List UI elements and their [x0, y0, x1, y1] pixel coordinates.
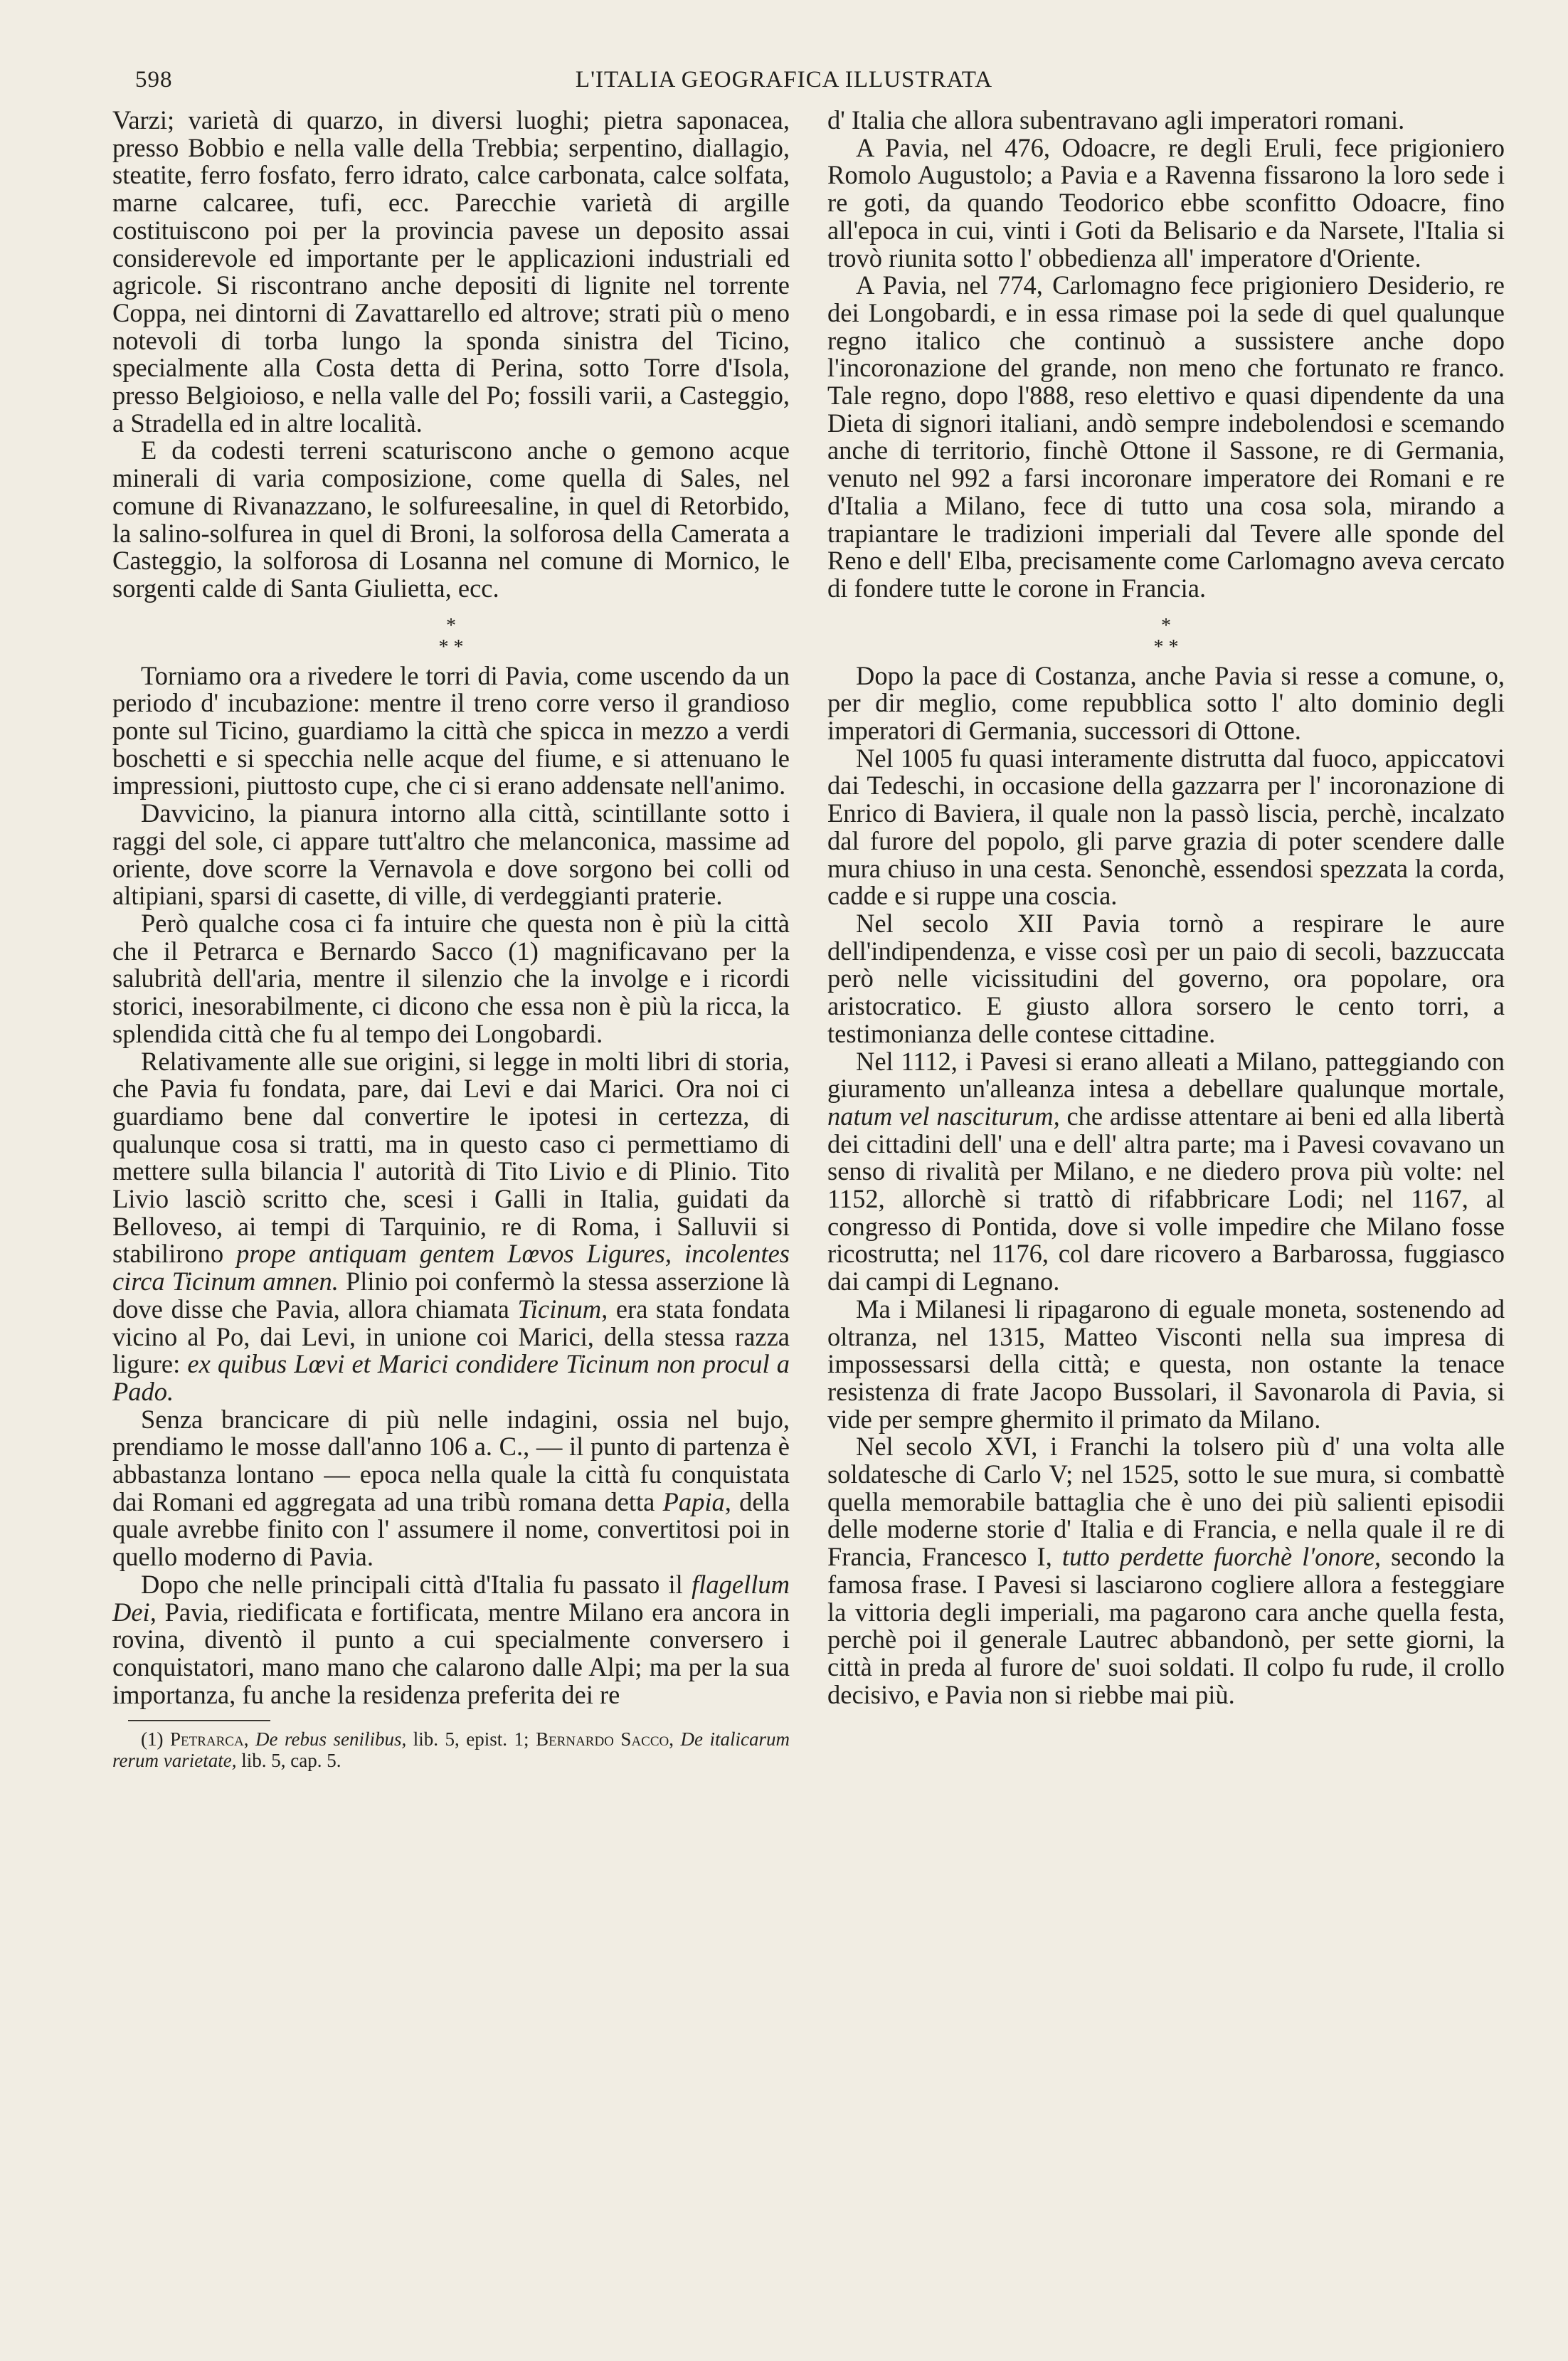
asterism-bottom: * *: [1153, 635, 1179, 658]
text-run: Nel secolo XVI, i Franchi la tolsero più d' una volta alle soldatesche di Carlo V; nel 1525, sotto le sue mura, si combattè quella memorabile battaglia che è uno dei più salienti episodii delle moderne storie d' Italia e di Francia, e nella quale il re di Francia, Francesco I,: [827, 1432, 1505, 1572]
paragraph: Dopo la pace di Costanza, anche Pavia si resse a comune, o, per dir meglio, come repubblica sotto l' alto dominio degli imperatori di Germania, successori di Ottone.: [827, 660, 1505, 746]
latin-term: Ticinum,: [517, 1294, 608, 1324]
paragraph: A Pavia, nel 476, Odoacre, re degli Eruli, fece prigioniero Romolo Augustolo; a Pavia e a Ravenna fissarono la loro sede i re goti, da quando Teodorico ebbe sconfitto Odoacre, fino all'epoca in cui, vinti i Goti da Belisario e da Narsete, l'Italia si trovò riunita sotto l' obbedienza all' imperatore d'Oriente.: [827, 132, 1505, 273]
left-column: [112, 107, 790, 1771]
paragraph: Nel 1005 fu quasi interamente distrutta dal fuoco, appiccatovi dai Tedeschi, in occasione della gazzarra per l' incoronazione di Enrico di Baviera, il quale non la passò liscia, perchè, incalzato dal furore del popolo, gli parve grazia di poter scendere dalle mura chiuso in una cesta. Senonchè, essendosi spezzata la corda, cadde e si ruppe una coscia.: [827, 743, 1505, 911]
text-run: Dopo che nelle principali città d'Italia fu passato il: [141, 1569, 683, 1599]
latin-term: flagellum Dei,: [112, 1569, 790, 1627]
text-run: era stata fondata vicino al Po, dai Levi, in unione coi Marici, della stessa razza ligure:: [112, 1294, 790, 1379]
paragraph: d' Italia che allora subentravano agli imperatori romani.: [827, 105, 1405, 134]
paragraph: [112, 1406, 790, 1571]
latin-term: Papia,: [662, 1486, 731, 1516]
asterism-bottom: * *: [438, 635, 464, 658]
latin-quote: ex quibus Lœvi et Marici condidere Ticinum non procul a Pado.: [112, 1349, 790, 1406]
footnote-author: Bernardo Sacco,: [536, 1728, 674, 1750]
right-column: [827, 107, 1505, 1708]
latin-quote: natum vel nasciturum,: [827, 1101, 1060, 1131]
paragraph: [827, 1433, 1505, 1708]
section-separator: [112, 616, 790, 658]
page-number: 598: [135, 67, 173, 93]
text-run: Senza brancicare di più nelle indagini, ossia nel bujo, prendiamo le mosse dall'anno 106 a. C., — il punto di partenza è abbastanza lontano — epoca nella quale la città fu conquistata dai Romani ed aggregata ad una tribù romana detta: [112, 1404, 790, 1516]
famous-quote: tutto perdette fuorchè l'onore,: [1061, 1542, 1382, 1572]
page-header: [125, 63, 1443, 98]
asterism-top: *: [1161, 614, 1171, 637]
text-run: della quale avrebbe finito con l' assumere il nome, convertitosi poi in quello moderno di Pavia.: [112, 1486, 790, 1572]
asterism-top: *: [446, 614, 456, 637]
text-run: Pavia, riedificata e fortificata, mentre Milano era ancora in rovina, diventò il punto a cui specialmente conversero i conquistatori, mano mano che calarono dalle Alpi; ma per la sua importanza, fu anche la residenza preferita dei re: [112, 1597, 790, 1709]
latin-quote: prope antiquam gentem Lœvos Ligures, incolentes circa Ticinum amnen.: [112, 1239, 790, 1296]
paragraph: [112, 1048, 790, 1406]
text-run: che ardisse attentare ai beni ed alla libertà dei cittadini dell' una e dell' altra parte; ma i Pavesi covavano un senso di rivalità per Milano, e ne diedero prova più volte: nel 1152, allorchè si trattò di rifabbricare Lodi; nel 1167, al congresso di Pontida, dove si volle impedire che Milano fosse ricostrutta; nel 1176, col dare ricovero a Barbarossa, fuggiasco dai campi di Legnano.: [827, 1101, 1505, 1296]
text-run: Nel 1112, i Pavesi si erano alleati a Milano, patteggiando con giuramento un'alleanza intesa a debellare qualunque mortale,: [827, 1046, 1505, 1104]
text-run: secondo la famosa frase. I Pavesi si lasciarono cogliere allora a festeggiare la vittoria degli imperiali, ma pagarono cara anche quella festa, perchè poi il generale Lautrec abbandonò, per sette giorni, la città in preda al furore de' suoi soldati. Il colpo fu rude, il crollo decisivo, e Pavia non si riebbe mai più.: [827, 1542, 1505, 1709]
footnote-author: Petrarca,: [170, 1728, 249, 1750]
paragraph: Nel secolo XII Pavia tornò a respirare le aure dell'indipendenza, e visse così per un paio di secoli, bazzuccata però nelle vicissitudini del governo, ora popolare, ora aristocratico. E giusto allora sorsero le cento torri, a testimonianza delle contese cittadine.: [827, 908, 1505, 1048]
text-run: Plinio poi confermò la stessa asserzione là dove disse che Pavia, allora chiamata: [112, 1267, 790, 1324]
footnote-ref: lib. 5, cap. 5.: [241, 1750, 341, 1772]
footnote-title: De italicarum rerum varietate,: [112, 1728, 790, 1772]
footnote-rule: [128, 1720, 270, 1721]
paragraph: Ma i Milanesi li ripagarono di eguale moneta, sostenendo ad oltranza, nel 1315, Matteo Visconti nella sua impresa di impossessarsi della città; e questa, non ostante la tenace resistenza di frate Jacopo Bussolari, il Savonarola di Pavia, si vide per sempre ghermito il primato da Milano.: [827, 1294, 1505, 1434]
footnote-ref: lib. 5, epist. 1;: [413, 1728, 529, 1750]
paragraph: Davvicino, la pianura intorno alla città, scintillante sotto i raggi del sole, ci appare tutt'altro che melanconica, massime ad oriente, dove scorre la Vernavola e dove sorgono bei colli od altipiani, sparsi di casette, di ville, di verdeggianti praterie.: [112, 798, 790, 911]
footnote-title: De rebus senilibus,: [255, 1728, 407, 1750]
footnote-marker: (1): [141, 1728, 164, 1750]
paragraph: Però qualche cosa ci fa intuire che questa non è più la città che il Petrarca e Bernardo Sacco (1) magnificavano per la salubrità dell'aria, mentre il silenzio che la involge e i ricordi storici, inesorabilmente, ci dicono che essa non è più la ricca, la splendida città che fu al tempo dei Longobardi.: [112, 908, 790, 1048]
paragraph: A Pavia, nel 774, Carlomagno fece prigioniero Desiderio, re dei Longobardi, e in essa rimase poi la sede di quel qualunque regno italico che continuò a sussistere anche dopo l'incoronazione del grande, non meno che fortunato re franco. Tale regno, dopo l'888, reso elettivo e quasi dipendente da una Dieta di signori italiani, andò sempre indebolendosi e scemando anche di territorio, finchè Ottone il Sassone, re di Germania, venuto nel 992 a farsi incoronare imperatore dei Romani e re d'Italia a Milano, fece di tutto una cosa sola, mirando a trapiantare le tradizioni imperiali dal Tevere alle sponde del Reno e dell' Elba, precisamente come Carlomagno aveva cercato di fondere tutte le corone in Francia.: [827, 270, 1505, 603]
paragraph: Varzi; varietà di quarzo, in diversi luoghi; pietra saponacea, presso Bobbio e nella valle della Trebbia; serpentino, diallagio, steatite, ferro fosfato, ferro idrato, calce carbonata, calce solfata, marne calcaree, tufi, ecc. Parecchie varietà di argille costituiscono poi per la provincia pavese un deposito assai considerevole ed importante per le applicazioni industriali ed agricole. Si riscontrano anche depositi di lignite nel torrente Coppa, nei dintorni di Zavattarello ed altrove; strati più o meno notevoli di torba lungo la sponda sinistra del Ticino, specialmente alla Costa detta di Perina, sotto Torre d'Isola, presso Belgioioso, e nella valle del Po; fossili varii, a Casteggio, a Stradella ed in altre località.: [112, 105, 790, 438]
paragraph: E da codesti terreni scaturiscono anche o gemono acque minerali di varia composizione, come quella di Sales, nel comune di Rivanazzano, le solfureesaline, in quel di Retorbido, la salino-solfurea in quel di Broni, la solforosa della Camerata a Casteggio, la solforosa di Losanna nel comune di Mornico, le sorgenti calde di Santa Giulietta, ecc.: [112, 435, 790, 603]
section-separator: [827, 616, 1505, 658]
running-title: L'ITALIA GEOGRAFICA ILLUSTRATA: [575, 67, 993, 93]
text-run: Relativamente alle sue origini, si legge in molti libri di storia, che Pavia fu fondata, pare, dai Levi e dai Marici. Ora noi ci guardiamo bene dal convertire le ipotesi in certezza, di qualunque cosa si tratti, ma in questo caso ci permettiamo di mettere sulla bilancia l' autorità di Tito Livio e di Plinio. Tito Livio lasciò scritto che, scesi i Galli in Italia, guidati da Belloveso, ai tempi di Tarquinio, re di Roma, i Salluvii si stabilirono: [112, 1046, 790, 1269]
paragraph: [112, 1571, 790, 1709]
footnote: [112, 1728, 790, 1771]
paragraph: Torniamo ora a rivedere le torri di Pavia, come uscendo da un periodo d' incubazione: mentre il treno corre verso il grandioso ponte sul Ticino, guardiamo la città che spicca in mezzo a verdi boschetti e si specchia nelle acque del fiume, e si attenuano le impressioni, piuttosto cupe, che ci si erano addensate nell'animo.: [112, 660, 790, 801]
paragraph: [827, 1048, 1505, 1296]
